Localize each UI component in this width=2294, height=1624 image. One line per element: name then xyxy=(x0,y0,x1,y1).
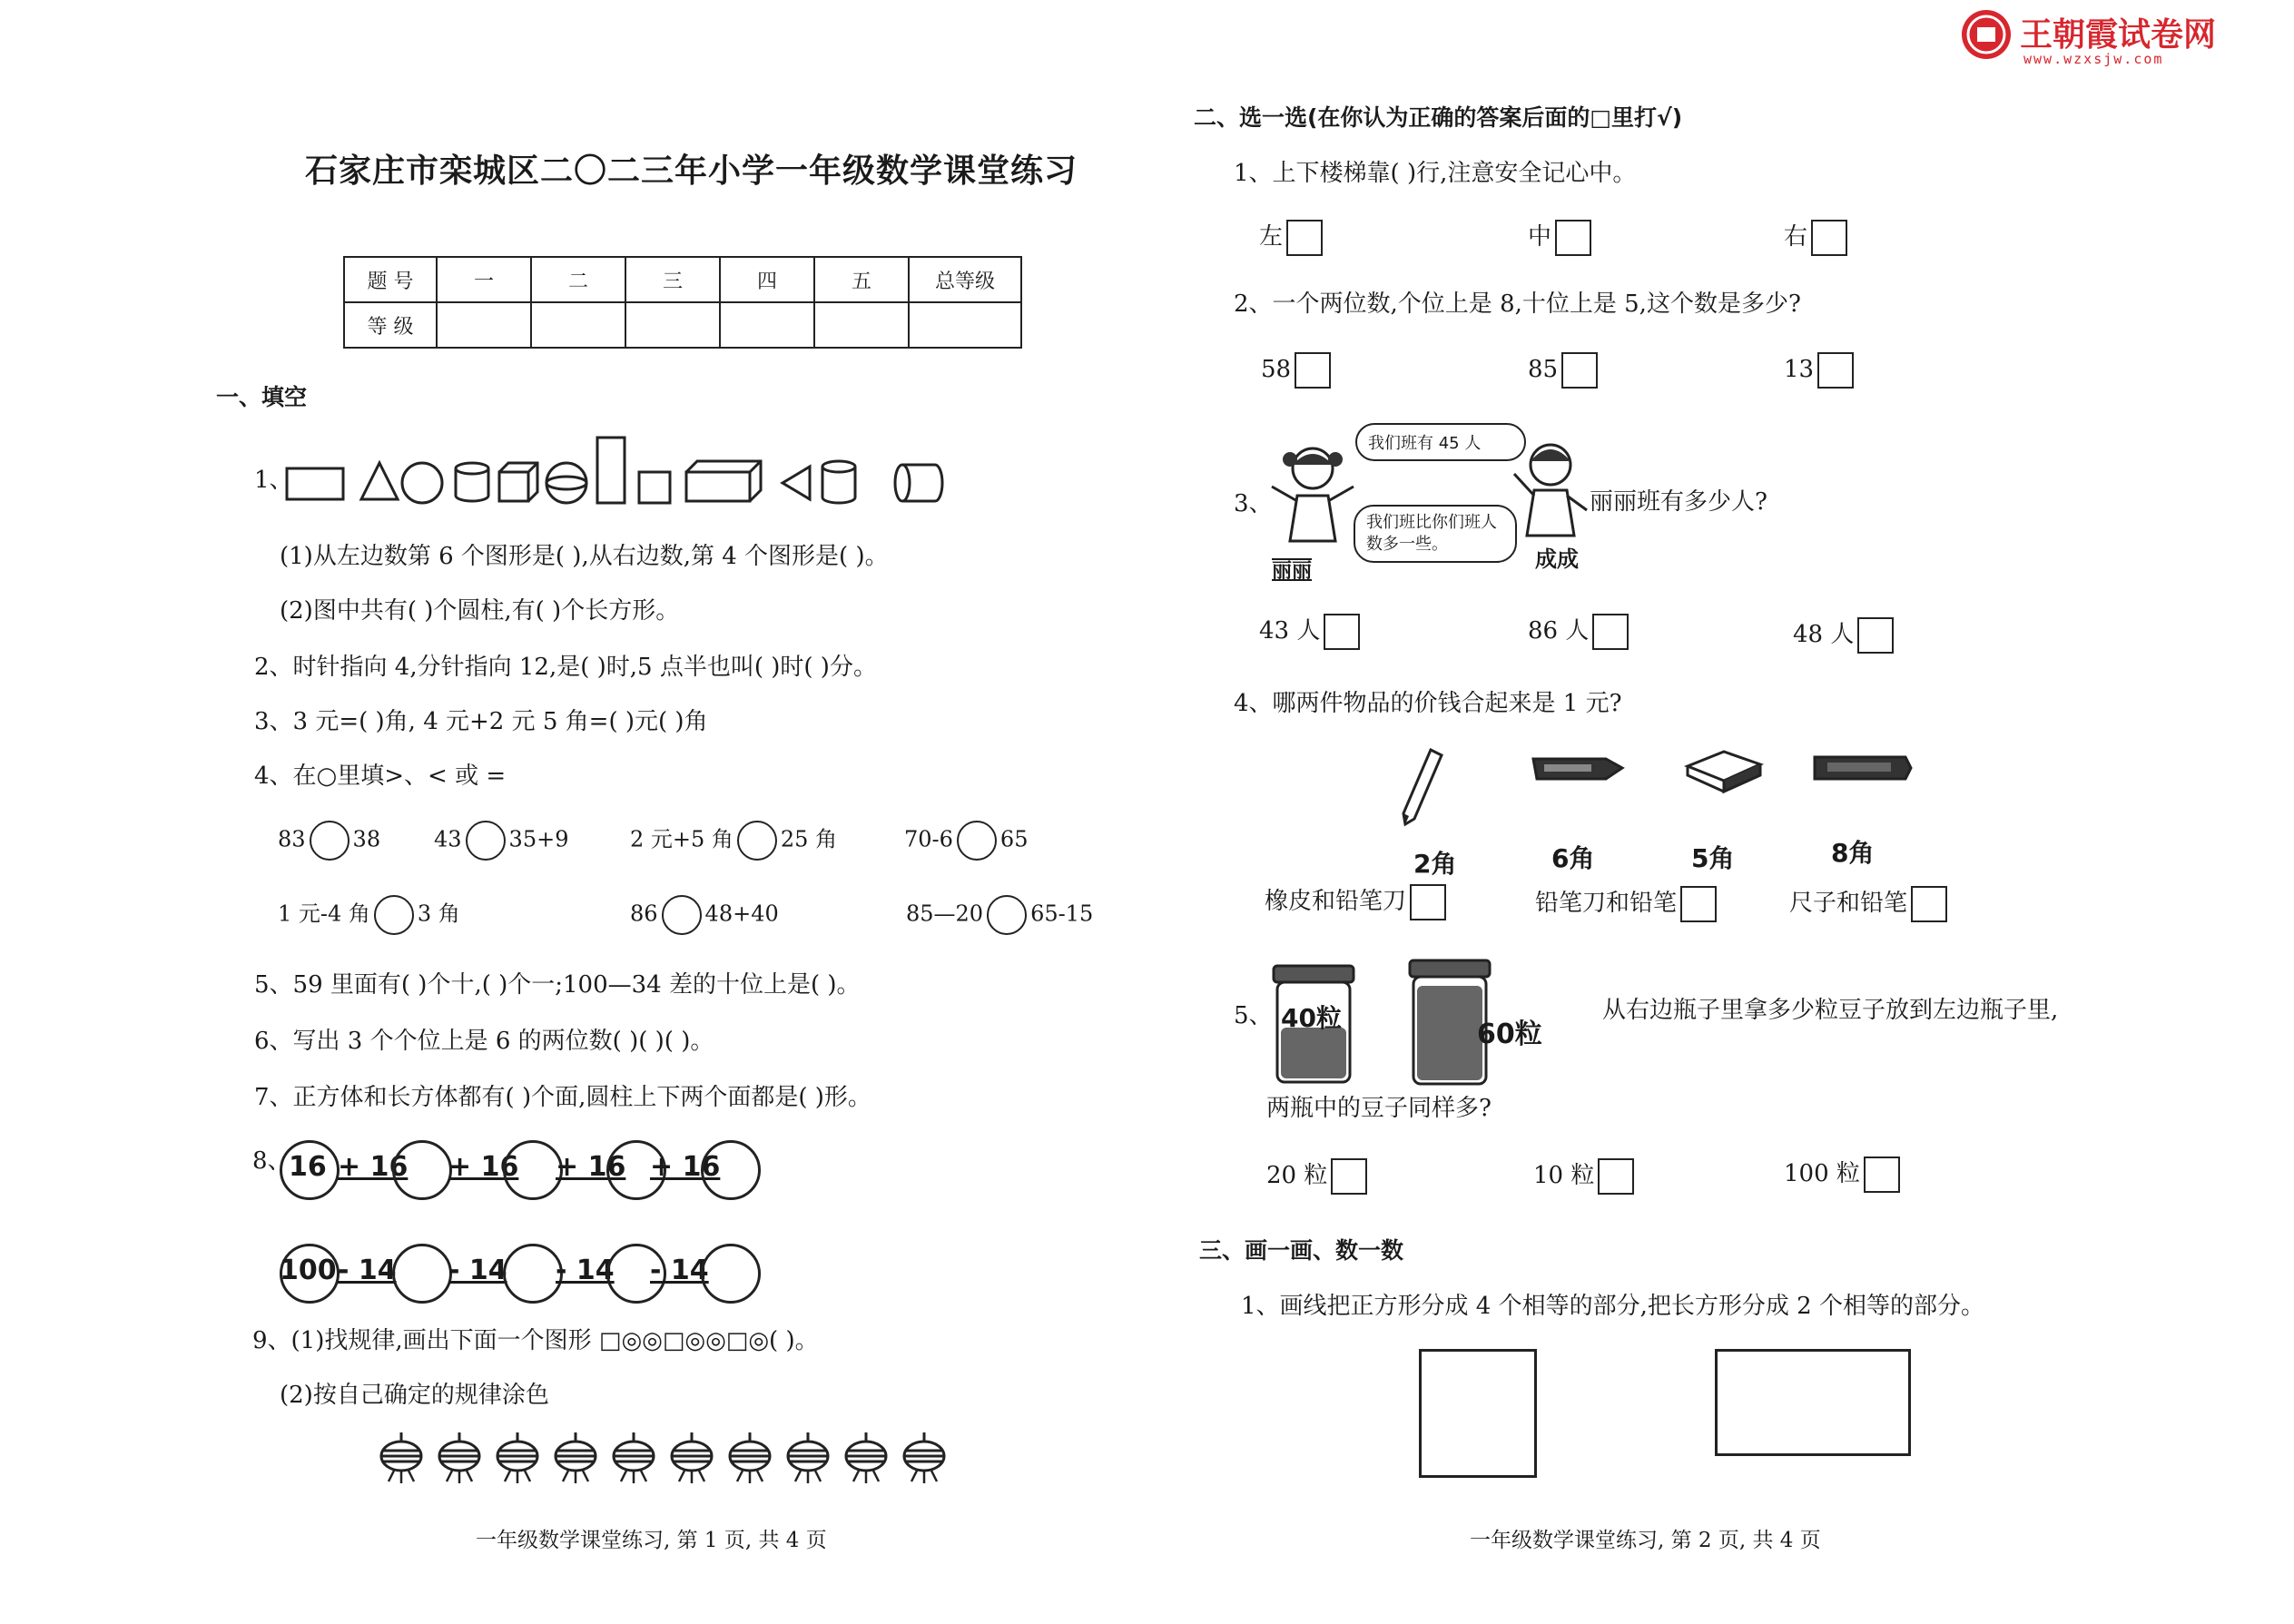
compare-circle[interactable] xyxy=(737,821,777,861)
lantern-icon xyxy=(846,1432,886,1483)
section-2-title: 二、选一选(在你认为正确的答案后面的□里打√) xyxy=(1194,104,1683,131)
option xyxy=(1784,352,1854,389)
answer-checkbox[interactable] xyxy=(1817,352,1854,389)
compare-right: 38 xyxy=(352,826,381,852)
compare-circle[interactable] xyxy=(987,895,1027,935)
compare-right: 65 xyxy=(999,826,1029,852)
grade-cell[interactable] xyxy=(531,302,625,348)
lantern-icon xyxy=(672,1432,712,1483)
grade-table-score-row xyxy=(344,302,1021,348)
section-3-title: 三、画一画、数一数 xyxy=(1199,1237,1404,1264)
answer-checkbox[interactable] xyxy=(1857,617,1894,654)
site-logo-icon xyxy=(1959,7,2013,62)
sequence-operator: + 16 xyxy=(650,1151,721,1183)
compare-right: 65-15 xyxy=(1030,901,1094,927)
lantern-icon xyxy=(904,1432,944,1483)
lantern-icon xyxy=(556,1432,596,1483)
grade-header-cell: 题 号 xyxy=(344,257,437,302)
sequence-operator: - 14 xyxy=(338,1255,397,1286)
option xyxy=(1533,1156,1634,1195)
q2: 2、时针指向 4,分针指向 12,是( )时,5 点半也叫( )时( )分。 xyxy=(254,654,877,681)
compare-circle[interactable] xyxy=(310,821,350,861)
compare-left: 70-6 xyxy=(904,826,953,852)
lantern-icon xyxy=(730,1432,770,1483)
shapes-row xyxy=(281,434,971,507)
speech-bubble-girl: 我们班比你们班人数多一些。 xyxy=(1354,505,1517,563)
option xyxy=(1535,884,1717,922)
answer-checkbox[interactable] xyxy=(1286,220,1323,256)
q2-2: 2、一个两位数,个位上是 8,十位上是 5,这个数是多少? xyxy=(1234,290,1801,318)
sequence-operator: + 16 xyxy=(556,1151,626,1183)
option-label: 48 人 xyxy=(1793,621,1855,648)
option xyxy=(1528,218,1591,256)
grade-header-cell: 四 xyxy=(720,257,814,302)
compare-right: 35+9 xyxy=(508,826,569,852)
q9-part2: (2)按自己确定的规律涂色 xyxy=(280,1382,549,1409)
option-label: 10 粒 xyxy=(1533,1162,1595,1189)
price-label: 2角 xyxy=(1413,849,1457,879)
answer-checkbox[interactable] xyxy=(1295,352,1331,389)
sphere-shape xyxy=(546,463,586,503)
compare-item xyxy=(278,821,380,861)
lantern-icon xyxy=(439,1432,479,1483)
option xyxy=(1789,884,1947,922)
sequence-start-value: 100 xyxy=(280,1255,337,1286)
grade-header-cell: 三 xyxy=(625,257,720,302)
jar-left-count: 40粒 xyxy=(1281,1003,1342,1033)
lantern-icon xyxy=(497,1432,537,1483)
left-triangle-shape xyxy=(783,467,810,499)
compare-right: 3 角 xyxy=(417,901,460,927)
lying-cylinder-shape xyxy=(895,465,942,501)
grade-table-header-row xyxy=(344,257,1021,302)
girl-lili-icon xyxy=(1263,441,1363,550)
triangle-shape xyxy=(361,463,398,499)
square-drawing-area[interactable] xyxy=(1419,1349,1537,1478)
q1-label: 1、 xyxy=(254,467,293,494)
lantern-icon xyxy=(381,1432,421,1483)
q4: 4、在○里填>、< 或 = xyxy=(254,763,507,790)
compare-item xyxy=(906,895,1093,935)
q2-5-question-line2: 两瓶中的豆子同样多? xyxy=(1266,1095,1492,1122)
exam-title: 石家庄市栾城区二〇二三年小学一年级数学课堂练习 xyxy=(305,153,1078,190)
answer-checkbox[interactable] xyxy=(1324,614,1360,650)
answer-checkbox[interactable] xyxy=(1410,884,1446,920)
sequence-answer-circle[interactable] xyxy=(392,1244,452,1304)
sequence-start-value: 16 xyxy=(289,1151,327,1183)
option-label: 58 xyxy=(1261,356,1292,383)
price-label: 5角 xyxy=(1691,843,1735,873)
cube-shape xyxy=(499,463,537,501)
grade-cell[interactable] xyxy=(814,302,909,348)
q1-part2: (2)图中共有( )个圆柱,有( )个长方形。 xyxy=(280,597,680,625)
answer-checkbox[interactable] xyxy=(1598,1158,1634,1195)
ruler-icon xyxy=(1809,750,1918,786)
boy-chengcheng-icon xyxy=(1505,438,1596,537)
grade-cell[interactable] xyxy=(625,302,720,348)
q3: 3、3 元=( )角, 4 元+2 元 5 角=( )元( )角 xyxy=(254,708,708,735)
rectangle-shape xyxy=(287,468,343,499)
q8-label: 8、 xyxy=(252,1147,291,1175)
q2-1: 1、上下楼梯靠( )行,注意安全记心中。 xyxy=(1234,160,1637,187)
pencil-sharpener-icon xyxy=(1528,752,1628,788)
compare-left: 86 xyxy=(630,901,658,927)
price-label: 6角 xyxy=(1551,843,1595,873)
cylinder-shape xyxy=(456,463,488,501)
grade-cell[interactable] xyxy=(720,302,814,348)
q2-3-label: 3、 xyxy=(1234,490,1273,517)
option xyxy=(1528,352,1598,389)
answer-checkbox[interactable] xyxy=(1561,352,1598,389)
compare-left: 85—20 xyxy=(906,901,984,927)
option-label: 43 人 xyxy=(1259,617,1321,645)
compare-circle[interactable] xyxy=(957,821,997,861)
page-2 xyxy=(1147,0,2294,1624)
option xyxy=(1784,218,1847,256)
option xyxy=(1528,612,1629,650)
tall-rectangle-shape xyxy=(597,438,625,503)
compare-circle[interactable] xyxy=(374,895,414,935)
option-label: 中 xyxy=(1528,223,1552,251)
answer-checkbox[interactable] xyxy=(1592,614,1629,650)
price-label: 8角 xyxy=(1831,838,1875,868)
q5: 5、59 里面有( )个十,( )个一;100—34 差的十位上是( )。 xyxy=(254,971,861,999)
option-label: 橡皮和铅笔刀 xyxy=(1265,888,1407,915)
speech-bubble-boy: 我们班有 45 人 xyxy=(1355,423,1526,461)
compare-right: 25 角 xyxy=(780,826,838,852)
option-label: 13 xyxy=(1784,356,1815,383)
grade-header-cell: 一 xyxy=(437,257,531,302)
q7: 7、正方体和长方体都有( )个面,圆柱上下两个面都是( )形。 xyxy=(254,1084,871,1111)
q2-5-question-line1: 从右边瓶子里拿多少粒豆子放到左边瓶子里, xyxy=(1602,997,2059,1024)
answer-checkbox[interactable] xyxy=(1680,886,1717,922)
option xyxy=(1784,1155,1900,1193)
grade-header-cell: 总等级 xyxy=(909,257,1021,302)
compare-item xyxy=(904,821,1028,861)
q2-3-question: 丽丽班有多少人? xyxy=(1590,488,1767,516)
answer-checkbox[interactable] xyxy=(1555,220,1591,256)
site-logo-name: 王朝霞试卷网 xyxy=(2020,16,2217,54)
grade-row-label: 等 级 xyxy=(344,302,437,348)
option xyxy=(1259,218,1323,256)
sequence-answer-circle[interactable] xyxy=(392,1140,452,1200)
rectangle-drawing-area[interactable] xyxy=(1715,1349,1911,1456)
lantern-row xyxy=(379,1431,970,1485)
option xyxy=(1265,882,1446,920)
sequence-operator: - 14 xyxy=(448,1255,507,1286)
q9-part1: 9、(1)找规律,画出下面一个图形 □◎◎□◎◎□◎( )。 xyxy=(252,1327,819,1354)
boy-name: 成成 xyxy=(1535,546,1579,572)
site-logo-url: www.wzxsjw.com xyxy=(2023,51,2164,67)
option-label: 85 xyxy=(1528,356,1559,383)
option-label: 铅笔刀和铅笔 xyxy=(1535,890,1678,917)
q2-5-label: 5、 xyxy=(1234,1002,1273,1029)
compare-left: 1 元-4 角 xyxy=(278,901,370,927)
option xyxy=(1266,1156,1367,1195)
option-label: 左 xyxy=(1259,223,1284,251)
option-label: 尺子和铅笔 xyxy=(1789,890,1908,917)
sequence-operator: + 16 xyxy=(448,1151,519,1183)
grade-header-cell: 二 xyxy=(531,257,625,302)
footer-page-1: 一年级数学课堂练习, 第 1 页, 共 4 页 xyxy=(476,1529,827,1552)
cylinder-shape xyxy=(822,461,855,503)
grade-table xyxy=(343,256,1022,349)
eraser-icon xyxy=(1682,743,1764,797)
grade-cell[interactable] xyxy=(909,302,1021,348)
option-label: 20 粒 xyxy=(1266,1162,1328,1189)
grade-cell[interactable] xyxy=(437,302,531,348)
square-shape xyxy=(639,472,670,503)
sequence-operator: - 14 xyxy=(650,1255,709,1286)
compare-item xyxy=(630,895,779,935)
q3-1: 1、画线把正方形分成 4 个相等的部分,把长方形分成 2 个相等的部分。 xyxy=(1241,1293,1984,1320)
grade-header-cell: 五 xyxy=(814,257,909,302)
jar-right-count: 60粒 xyxy=(1477,1019,1542,1050)
sequence-answer-circle[interactable] xyxy=(701,1244,761,1304)
compare-left: 2 元+5 角 xyxy=(630,826,733,852)
compare-circle[interactable] xyxy=(662,895,702,935)
compare-right: 48+40 xyxy=(704,901,779,927)
compare-circle[interactable] xyxy=(466,821,506,861)
compare-left: 43 xyxy=(434,826,462,852)
option-label: 86 人 xyxy=(1528,617,1590,645)
sequence-answer-circle[interactable] xyxy=(701,1140,761,1200)
option xyxy=(1259,612,1360,650)
q1-part1: (1)从左边数第 6 个图形是( ),从右边数,第 4 个图形是( )。 xyxy=(280,543,889,570)
compare-left: 83 xyxy=(278,826,306,852)
footer-page-2: 一年级数学课堂练习, 第 2 页, 共 4 页 xyxy=(1470,1529,1821,1552)
lantern-icon xyxy=(614,1432,654,1483)
q6: 6、写出 3 个个位上是 6 的两位数( )( )( )。 xyxy=(254,1028,714,1055)
q2-4: 4、哪两件物品的价钱合起来是 1 元? xyxy=(1234,690,1622,717)
cuboid-shape xyxy=(686,461,761,501)
option xyxy=(1793,615,1894,654)
answer-checkbox[interactable] xyxy=(1864,1156,1900,1193)
compare-item xyxy=(630,821,837,861)
option xyxy=(1261,352,1331,389)
sequence-answer-circle[interactable] xyxy=(503,1140,563,1200)
answer-checkbox[interactable] xyxy=(1911,886,1947,922)
section-1-title: 一、填空 xyxy=(216,384,308,410)
sequence-operator: - 14 xyxy=(556,1255,615,1286)
pencil-icon xyxy=(1396,746,1451,828)
option-label: 右 xyxy=(1784,223,1808,251)
sequence-answer-circle[interactable] xyxy=(503,1244,563,1304)
sequence-operator: + 16 xyxy=(338,1151,409,1183)
girl-name: 丽丽 xyxy=(1272,560,1313,583)
lantern-icon xyxy=(788,1432,828,1483)
option-label: 100 粒 xyxy=(1784,1160,1860,1187)
answer-checkbox[interactable] xyxy=(1331,1158,1367,1195)
answer-checkbox[interactable] xyxy=(1811,220,1847,256)
circle-shape xyxy=(402,463,442,503)
compare-item xyxy=(278,895,460,935)
compare-item xyxy=(434,821,568,861)
